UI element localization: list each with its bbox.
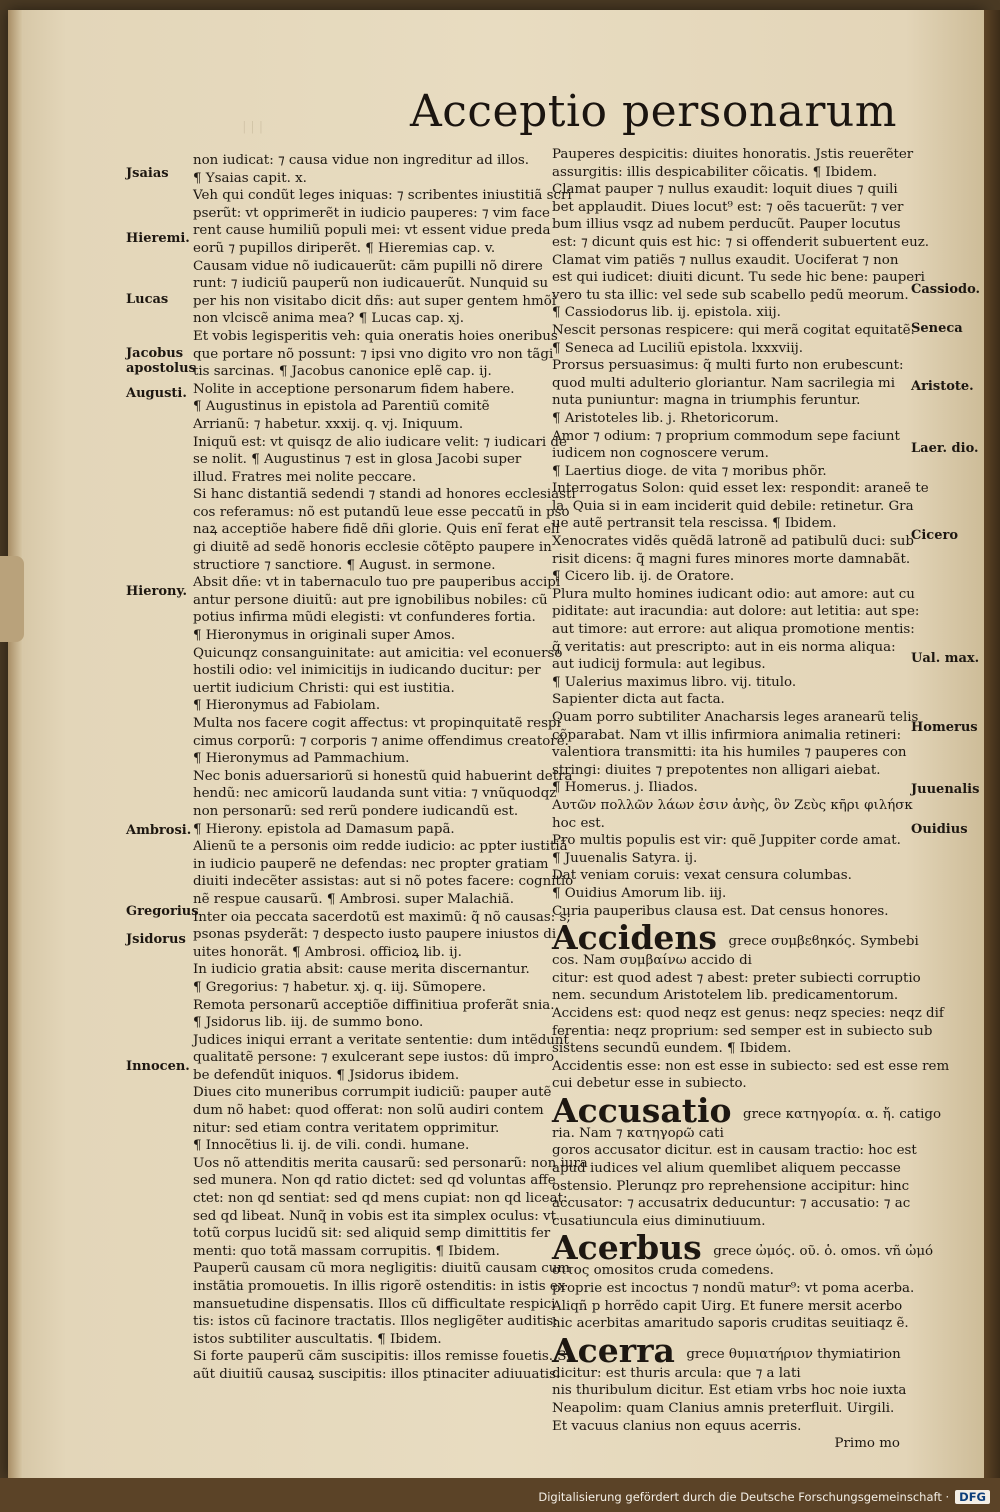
margin-note: Laer. dio. — [911, 441, 979, 456]
text-line: dicitur: est thuris arcula: que ⁊ a lati — [552, 1365, 801, 1381]
text-line: Accidentis esse: non est esse in subiecto: sed est esse rem — [552, 1058, 950, 1074]
text-line: nis thuribulum dicitur. Est etiam vrbs hoc noie iuxta — [552, 1383, 907, 1399]
text-line: se nolit. ¶ Augustinus ⁊ est in glosa Jacobi super — [193, 452, 522, 468]
text-line: runt: ⁊ iudiciũ pauperũ non iudicauerũt. Nunquid su — [193, 276, 549, 292]
text-line: stringi: diuites ⁊ prepotentes non alligari aiebat. — [552, 762, 881, 778]
entry-first-line: grece κατηγορία. α. ἤ. catigo — [743, 1106, 942, 1122]
text-line: Pauperes despicitis: diuites honoratis. Jstis reuerẽter — [552, 147, 914, 162]
text-line: proprie est incoctus ⁊ nondũ matur⁹: vt poma acerba. — [552, 1281, 915, 1297]
margin-note: Innocen. — [126, 1059, 190, 1074]
text-line: aut timore: aut errore: aut aliqua promotione mentis: — [552, 622, 915, 638]
text-line: Arrianũ: ⁊ habetur. xxxij. q. vj. Iniquum. — [193, 416, 464, 432]
text-line: dum nõ habet: quod offerat: non solũ audiri contem — [193, 1103, 544, 1119]
text-line: sistens secundũ eundem. ¶ Ibidem. — [552, 1041, 792, 1057]
text-line: Interrogatus Solon: quid esset lex: respondit: araneẽ te — [552, 481, 929, 497]
text-line: Sapienter dicta aut facta. — [552, 692, 725, 708]
text-line: Clamat pauper ⁊ nullus exaudit: loquit diues ⁊ quili — [552, 182, 898, 198]
text-line: Plura multo homines iudicant odio: aut amore: aut cu — [552, 586, 915, 602]
entry-first-line: grece θυμιατήριον thymiatirion — [686, 1346, 901, 1362]
text-line: vero tu sta illic: vel sede sub scabello pedũ meorum. — [552, 287, 909, 303]
text-line: hic acerbitas amaritudo saporis cruditas seuitiaqz ẽ. — [552, 1316, 909, 1332]
text-line: ¶ Homerus. j. Iliados. — [552, 780, 698, 796]
text-line: tis sarcinas. ¶ Jacobus canonice eplẽ cap. ij. — [193, 364, 492, 380]
text-line: psonas psyderãt: ⁊ despecto iusto paupere iniustos di — [193, 927, 557, 943]
text-line: non iudicat: ⁊ causa vidue non ingreditur ad illos. — [193, 153, 530, 168]
text-line: Neapolim: quam Clanius amnis preterfluit. Uirgili. — [552, 1401, 895, 1416]
digitization-footer — [538, 1490, 990, 1504]
entry-headline — [552, 1330, 912, 1370]
text-line: hoc est. — [552, 815, 605, 831]
page-heading: Acceptio personarum — [410, 86, 897, 137]
text-line: gi diuitẽ ad sedẽ honoris ecclesie cõtẽpto paupere in — [193, 540, 552, 556]
margin-note: Jsidorus — [126, 932, 186, 947]
text-line: cui debetur esse in subiecto. — [552, 1076, 747, 1092]
margin-note: Lucas — [126, 292, 169, 307]
margin-note: Jsaias — [126, 166, 169, 181]
text-line: Absit dñe: vt in tabernaculo tuo pre pauperibus accipi — [193, 575, 561, 591]
text-line: Alienũ te a personis oim redde iudicio: ac ppter iustitiã — [193, 839, 568, 855]
text-line: risit dicens: q̃ magni fures minores morte damnabãt. — [552, 551, 911, 567]
text-line: ostensio. Plerunqz pro reprehensione accipitur: hinc — [552, 1178, 910, 1194]
margin-note: Seneca — [911, 321, 963, 336]
entry-headline — [552, 1090, 942, 1130]
margin-note: Juuenalis — [911, 782, 980, 797]
text-line: sed munera. Non qd ratio dictet: sed qd voluntas affe — [193, 1173, 556, 1189]
show-through-text: ᛁᛁᛁ — [240, 120, 266, 136]
text-line: Judices iniqui errant a veritate sententie: dum intẽdunt — [193, 1032, 569, 1048]
text-line: tis: istos cũ facinore tractatis. Illos negligẽter auditis: — [193, 1314, 558, 1330]
text-line: non personarũ: sed rerũ pondere iudicandũ est. — [193, 803, 519, 819]
text-line: qualitatẽ persone: ⁊ exulcerant sepe iustos: dũ impro — [193, 1050, 555, 1066]
margin-note: Hierony. — [126, 584, 188, 599]
text-line: ¶ Cassiodorus lib. ij. epistola. xiij. — [552, 305, 781, 321]
text-line: nitur: sed etiam contra veritatem opprimitur. — [193, 1120, 500, 1136]
margin-note: Cicero — [911, 528, 958, 543]
text-line: ria. Nam ⁊ κατηγορῶ cati — [552, 1125, 724, 1141]
text-line: goros accusator dicitur. est in causam tractio: hoc est — [552, 1143, 917, 1159]
text-line: naꝝ acceptiõe habere fidẽ dñi glorie. Quis enĩ ferat eli — [193, 522, 560, 538]
text-line: be defendũt iniquos. ¶ Jsidorus ibidem. — [193, 1067, 460, 1083]
text-line: ¶ Juuenalis Satyra. ij. — [552, 850, 698, 866]
text-line: est qui iudicet: diuiti dicunt. Tu sede hic bene: pauperi — [552, 270, 925, 286]
text-line: non vlciscẽ anima mea? ¶ Lucas cap. xj. — [193, 311, 465, 327]
text-line: ¶ Laertius dioge. de vita ⁊ moribus phõr. — [552, 463, 827, 479]
text-line: nem. secundum Aristotelem lib. predicamentorum. — [552, 988, 899, 1004]
text-line: Primo mo — [834, 1436, 900, 1452]
text-line: mansuetudine dispensatis. Illos cũ difficultate respici — [193, 1296, 556, 1312]
margin-note: Augusti. — [126, 386, 187, 401]
text-line: cusatiuncula eius diminutiuum. — [552, 1213, 766, 1229]
text-line: σιτος omositos cruda comedens. — [552, 1263, 774, 1279]
text-line: Accidens est: quod neqz est genus: neqz species: neqz dif — [552, 1005, 944, 1021]
margin-note: Ouidius — [911, 822, 968, 837]
text-line: Amor ⁊ odium: ⁊ proprium commodum sepe faciunt — [552, 428, 900, 444]
text-line: cimus corporũ: ⁊ corporis ⁊ anime offendimus creatorẽ. — [193, 733, 569, 749]
dfg-logo: DFG — [955, 1490, 990, 1504]
text-line: Veh qui condũt leges iniquas: ⁊ scribentes iniustitiã scri — [193, 188, 572, 204]
entry-headword: Accusatio — [552, 1090, 744, 1130]
text-line: diuiti indecẽter assistas: aut si nõ potes facere: cognitio — [193, 874, 574, 890]
text-line: rent cause humiliũ populi mei: vt essent vidue preda — [193, 223, 551, 239]
text-line: cos referamus: nõ est putandũ leue esse peccatũ in pso — [193, 504, 570, 520]
bookmark-tab — [0, 556, 24, 642]
text-line: In iudicio gratia absit: cause merita discernantur. — [193, 962, 530, 978]
text-line: uites honorãt. ¶ Ambrosi. officioꝝ lib. ij. — [193, 944, 462, 960]
text-line: Pro multis populis est vir: quẽ Juppiter corde amat. — [552, 833, 901, 849]
text-line: ¶ Gregorius: ⁊ habetur. xj. q. iij. Sũmopere. — [193, 979, 487, 995]
text-line: accusator: ⁊ accusatrix deducuntur: ⁊ accusatio: ⁊ ac — [552, 1196, 911, 1212]
text-line: que portare nõ possunt: ⁊ ipsi vno digito vro non tãgi — [193, 346, 554, 362]
text-line: ¶ Innocẽtius li. ij. de vili. condi. humane. — [193, 1138, 470, 1154]
text-line: aũt diuitiũ causaꝝ suscipitis: illos ptinaciter adiuuatis. — [193, 1366, 561, 1382]
text-line: ¶ Hieronymus ad Pammachium. — [193, 751, 410, 767]
text-line: hostili odio: vel inimicitijs in iudicando ducitur: per — [193, 663, 541, 679]
text-line: structiore ⁊ sanctiore. ¶ August. in sermone. — [193, 557, 496, 573]
text-line: istos subtiliter auscultatis. ¶ Ibidem. — [193, 1331, 442, 1347]
text-line: Et vobis legisperitis veh: quia oneratis hoies oneribus — [193, 328, 558, 344]
text-line: piditate: aut iracundia: aut dolore: aut letitia: aut spe: — [552, 604, 920, 620]
text-line: Curia pauperibus clausa est. Dat census honores. — [552, 903, 889, 919]
text-line: Uos nõ attenditis merita causarũ: sed personarũ: non iura — [193, 1155, 588, 1171]
text-line: ¶ Ualerius maximus libro. vij. titulo. — [552, 674, 797, 690]
text-line: Nolite in acceptione personarum fidem habere. — [193, 381, 515, 397]
text-line: Dat veniam coruis: vexat censura columbas. — [552, 868, 852, 884]
margin-note: Hieremi. — [126, 231, 190, 246]
margin-note: Cassiodo. — [911, 282, 981, 297]
text-line: q̃ veritatis: aut prescripto: aut in eis norma aliqua: — [552, 639, 896, 655]
margin-note: Homerus — [911, 720, 978, 735]
text-line: potius infirma mũdi elegisti: vt confunderes fortia. — [193, 610, 536, 626]
text-line: ¶ Seneca ad Luciliũ epistola. lxxxviij. — [552, 340, 804, 356]
margin-note: Aristote. — [911, 379, 974, 394]
text-line: Si forte pauperũ cãm suscipitis: illos remisse fouetis. Si — [193, 1349, 571, 1365]
text-line: cõparabat. Nam vt illis infirmiora animalia retineri: — [552, 727, 902, 743]
margin-note: Ual. max. — [911, 651, 980, 666]
text-line: uertit iudicium Christi: qui est iustitia. — [193, 680, 455, 696]
text-line: Pauperũ causam cũ mora negligitis: diuitũ causam cum — [193, 1261, 571, 1277]
text-line: per his non visitabo dicit dñs: aut super gentem hmõi — [193, 293, 557, 309]
text-line: nuta puniuntur: magna in triumphis feruntur. — [552, 393, 861, 409]
text-line: antur persone diuitũ: aut pre ignobilibus nobiles: cũ — [193, 592, 548, 608]
footer-text: Digitalisierung gefördert durch die Deutsche Forschungsgemeinschaft · — [538, 1490, 950, 1504]
text-line: Nec bonis aduersariorũ si honestũ quid habuerint detra — [193, 768, 573, 784]
text-line: totũ corpus lucidũ sit: sed aliquid semp dimittitis fer — [193, 1226, 551, 1242]
text-line: in iudicio pauperẽ ne defendas: nec propter gratiam — [193, 856, 549, 872]
entry-headline — [552, 1228, 934, 1268]
text-line: ¶ Hieronymus ad Fabiolam. — [193, 698, 381, 714]
text-line: aut iudicij formula: aut legibus. — [552, 657, 766, 673]
text-line: nẽ respue causarũ. ¶ Ambrosi. super Malachiã. — [193, 891, 514, 907]
text-line: ¶ Ysaias capit. x. — [193, 170, 307, 186]
text-line: Aliqñ p horrẽdo capit Uirg. Et funere mersit acerbo — [552, 1298, 903, 1314]
text-line: Iniquũ est: vt quisqz de alio iudicare velit: ⁊ iudicari de — [193, 434, 567, 450]
text-line: Si hanc distantiã sedendi ⁊ standi ad honores ecclesiasti — [193, 487, 576, 503]
text-line: Quam porro subtiliter Anacharsis leges aranearũ telis — [552, 710, 919, 725]
entry-first-line: grece ὠμός. οῦ. ὁ. omos. vñ ὠμό — [713, 1244, 934, 1260]
text-line: assurgitis: illis despicabiliter cõicatis. ¶ Ibidem. — [552, 164, 878, 180]
text-line: cos. Nam συμβαίνω accido di — [552, 953, 752, 969]
text-line: ¶ Ouidius Amorum lib. iij. — [552, 885, 727, 901]
text-line: est: ⁊ dicunt quis est hic: ⁊ si offenderit subuertent euz. — [552, 234, 930, 250]
text-line: Αυτῶν πολλῶν λάων ἐσιν ἀνὴς, ὃν Ζεὺς κῆρι φιλήσκ — [552, 797, 913, 813]
text-line: menti: quo totã massam corrupitis. ¶ Ibidem. — [193, 1243, 500, 1259]
text-line: Et vacuus clanius non equus acerris. — [552, 1418, 802, 1434]
text-line: sed qd libeat. Nunq̃ in vobis est ita simplex oculus: vt — [193, 1208, 556, 1224]
text-line: ¶ Hieronymus in originali super Amos. — [193, 628, 456, 644]
page-gutter — [8, 10, 22, 1478]
text-line: ¶ Cicero lib. ij. de Oratore. — [552, 569, 735, 585]
text-line: iudicem non cognoscere verum. — [552, 446, 769, 462]
text-line: illud. Fratres mei nolite peccare. — [193, 469, 417, 485]
text-line: pserũt: vt opprimerẽt in iudicio pauperes: ⁊ vim face — [193, 205, 550, 221]
text-line: ¶ Hierony. epistola ad Damasum papã. — [193, 821, 455, 837]
entry-headword: Accidens — [552, 918, 729, 958]
text-line: Clamat vim patiẽs ⁊ nullus exaudit. Uociferat ⁊ non — [552, 252, 899, 268]
text-line: ctet: non qd sentiat: sed qd mens cupiat: non qd liceat: — [193, 1191, 568, 1207]
margin-note: Ambrosi. — [126, 823, 192, 838]
entry-first-line: grece συμβεϐηκός. Symbebi — [728, 934, 919, 950]
margin-note: Gregorius — [126, 904, 199, 919]
entry-headline — [552, 918, 919, 958]
text-line: Diues cito muneribus corrumpit iudiciũ: pauper autẽ — [193, 1085, 552, 1101]
text-line: Xenocrates vidẽs quẽdã latronẽ ad patibulũ duci: sub — [552, 534, 914, 550]
text-line: Inter oia peccata sacerdotũ est maximũ: q̃ nõ causas: s; — [193, 909, 571, 925]
text-line: la. Quia si in eam inciderit quid debile: retinetur. Gra — [552, 498, 914, 514]
text-line: instãtia promouetis. In illis rigorẽ ostenditis: in istis ex — [193, 1279, 566, 1294]
text-line: valentiora transmitti: ita his humiles ⁊ pauperes con — [552, 745, 907, 761]
entry-headword: Acerbus — [552, 1228, 714, 1268]
entry-headword: Acerra — [552, 1330, 687, 1370]
text-line: Nescit personas respicere: qui merã cogitat equitatẽ. — [552, 322, 915, 338]
text-line: ¶ Jsidorus lib. iij. de summo bono. — [193, 1015, 424, 1031]
text-line: apud iudices vel alium quemlibet aliquem peccasse — [552, 1161, 901, 1177]
text-line: hendũ: nec amicorũ laudanda sunt vitia: ⁊ vnũquodqz — [193, 786, 557, 802]
text-line: ue autẽ pertransit tela rescissa. ¶ Ibidem. — [552, 516, 837, 532]
text-line: citur: est quod adest ⁊ abest: preter subiecti corruptio — [552, 970, 921, 986]
text-line: Remota personarũ acceptiõe diffinitiua proferãt snia. — [193, 997, 555, 1013]
text-line: Causam vidue nõ iudicauerũt: cãm pupilli nõ direre — [193, 258, 543, 274]
text-line: quod multi adulterio gloriantur. Nam sacrilegia mi — [552, 375, 896, 391]
text-line: Multa nos facere cogit affectus: vt propinquitatẽ respi — [193, 716, 561, 731]
text-line: bet applaudit. Diues locut⁹ est: ⁊ oẽs tacuerũt: ⁊ ver — [552, 199, 904, 215]
text-line: bum illius vsqz ad nubem perducũt. Pauper locutus — [552, 217, 901, 233]
text-line: ¶ Augustinus in epistola ad Parentiũ comitẽ — [193, 399, 490, 415]
text-line: Prorsus persuasimus: q̃ multi furto non erubescunt: — [552, 358, 904, 374]
text-line: eorũ ⁊ pupillos diriperẽt. ¶ Hieremias cap. v. — [193, 240, 496, 256]
text-line: ferentia: neqz proprium: sed semper est in subiecto sub — [552, 1023, 933, 1039]
text-line: Quicunqz consanguinitate: aut amicitia: vel econuerso — [193, 645, 563, 661]
book-edge — [984, 10, 1000, 1478]
text-line: ¶ Aristoteles lib. j. Rhetoricorum. — [552, 410, 779, 426]
margin-note: Jacobus — [126, 346, 184, 361]
margin-note: apostolus — [126, 361, 196, 376]
